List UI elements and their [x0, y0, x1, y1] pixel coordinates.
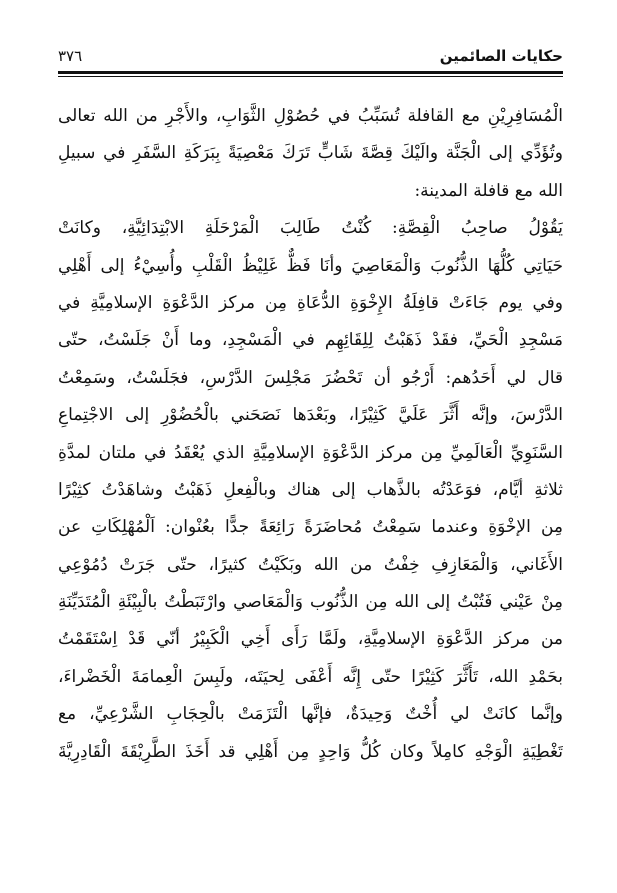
body-text — [58, 98, 563, 771]
text-line: مِنْ عَيْني فَتُبْتُ إلى الله مِن الذُّنُوب وَالْمَعَاصي وارْتَبَطْتُ بالْبِيْئَةِ الْمُتَدَيِّنَةِ — [58, 592, 563, 613]
text-line: يَقُوْلُ صاحِبُ الْقِصَّةِ: كُنْتُ طَالِبَ الْمَرْحَلَةِ الابْتِدَائِيَّةِ، وكانَتْ — [58, 218, 563, 239]
text-line: السَّنَوِيِّ الْعَالَمِيِّ مِن مركز الدَّعْوَةِ الإسلامِيَّةِ الذي يُعْقَدُ في ملتان لمدَّةِ — [58, 442, 563, 463]
text-line: وإنَّما كانَتْ لي أُخْتٌ وَحِيدَةٌ، فإنَّها الْتَزَمَتْ بالْحِجَابِ الشَّرْعِيِّ، مع — [58, 704, 563, 725]
text-line: مِن الإخْوَةِ وعندما سَمِعْتُ مُحاضَرَةً رَائِعَةً جدًّا بعُنْوان: اَلْمُهْلِكَاتِ عن — [58, 517, 563, 538]
text-line: الأَغَاني، وَالْمَعَازِفِ خِفْتُ من الله وبَكَيْتُ كثيرًا، حتّى جَرَتْ دُمُوْعِي — [58, 554, 563, 575]
text-line: حَيَاتِي كُلُّهَا الذُّنُوبَ وَالْمَعَاصِيَ وأنَا فَظٌّ غَلِيْظُ الْقَلْبِ وأُسِيْءُ إلى أَهْلِي — [58, 255, 563, 276]
text-line: الْمُسَافِرِيْنِ مع القافلة تُسَبِّبُ في حُصُوْلِ الثَّوَابِ، والأَجْرِ من الله تعالى — [58, 106, 563, 126]
text-line: الدَّرْسَ، وإنَّه أَثَّرَ عَلَيَّ كَثِيْرًا، وبَعْدَها نَصَحَني بالْحُضُوْرِ إلى الاجْتِماعِ — [58, 405, 563, 426]
text-line: ثلاثةِ أيَّام، فوَعَدْتُه بالذَّهاب إلى هناك وبالْفِعلِ ذَهَبْتُ وشاهَدْتُ كثِيْرًا — [58, 479, 563, 500]
page-header — [58, 38, 563, 70]
text-line: مَسْجِدِ الْحَيِّ، فقَدْ ذَهَبْتُ لِلِقَائِهِم في الْمَسْجِدِ، وما أَنْ جَلَسْتُ، حتّى — [58, 330, 563, 351]
text-line: بحَمْدِ الله، تَأَثَّرَ كَثِيْرًا حتّى إِنَّه أَعْفَى لِحيَتَه، ولَبِسَ الْعِمامَةَ الْخَضْراءَ، — [58, 666, 563, 687]
text-line: تَغْطِيَةِ الْوَجْهِ كامِلاً وكان كُلُّ وَاحِدٍ مِن أَهْلِي قد أَخَذَ الطَّرِيْقَةَ الْقَادِرِيَّةَ — [58, 741, 563, 762]
text-line: الله مع قافلة المدينة: — [414, 180, 563, 201]
book-title: حكايات الصائمين — [439, 47, 563, 65]
text-line: من مركز الدَّعْوَةِ الإسلامِيَّةِ، ولَمَّا رَأَى أَخِي الْكَبِيْرُ أنّي قَدْ اِسْتَقَمْتُ — [58, 629, 563, 650]
text-line: قال لي أَحَدُهم: أَرْجُو أن تَحْضُرَ مَجْلِسَ الدَّرْسِ، فجَلَسْتُ، وسَمِعْتُ — [58, 367, 563, 388]
text-line: وتُؤَدِّي إلى الْجَنَّة والَيْكَ قِصَّةَ شَابٍّ تَرَكَ مَعْصِيَةً بِبَرَكَةِ السَّفَرِ في سبيلِ — [58, 143, 563, 164]
header-rule-thick — [58, 71, 563, 74]
header-rule-thin — [58, 76, 563, 77]
page-number: ٣٧٦ — [58, 47, 83, 65]
text-line: وفي يوم جَاءَتْ قافِلَةُ الإِخْوَةِ الدُّعَاةِ مِن مركز الدَّعْوَةِ الإسلامِيَّةِ في — [58, 292, 563, 313]
